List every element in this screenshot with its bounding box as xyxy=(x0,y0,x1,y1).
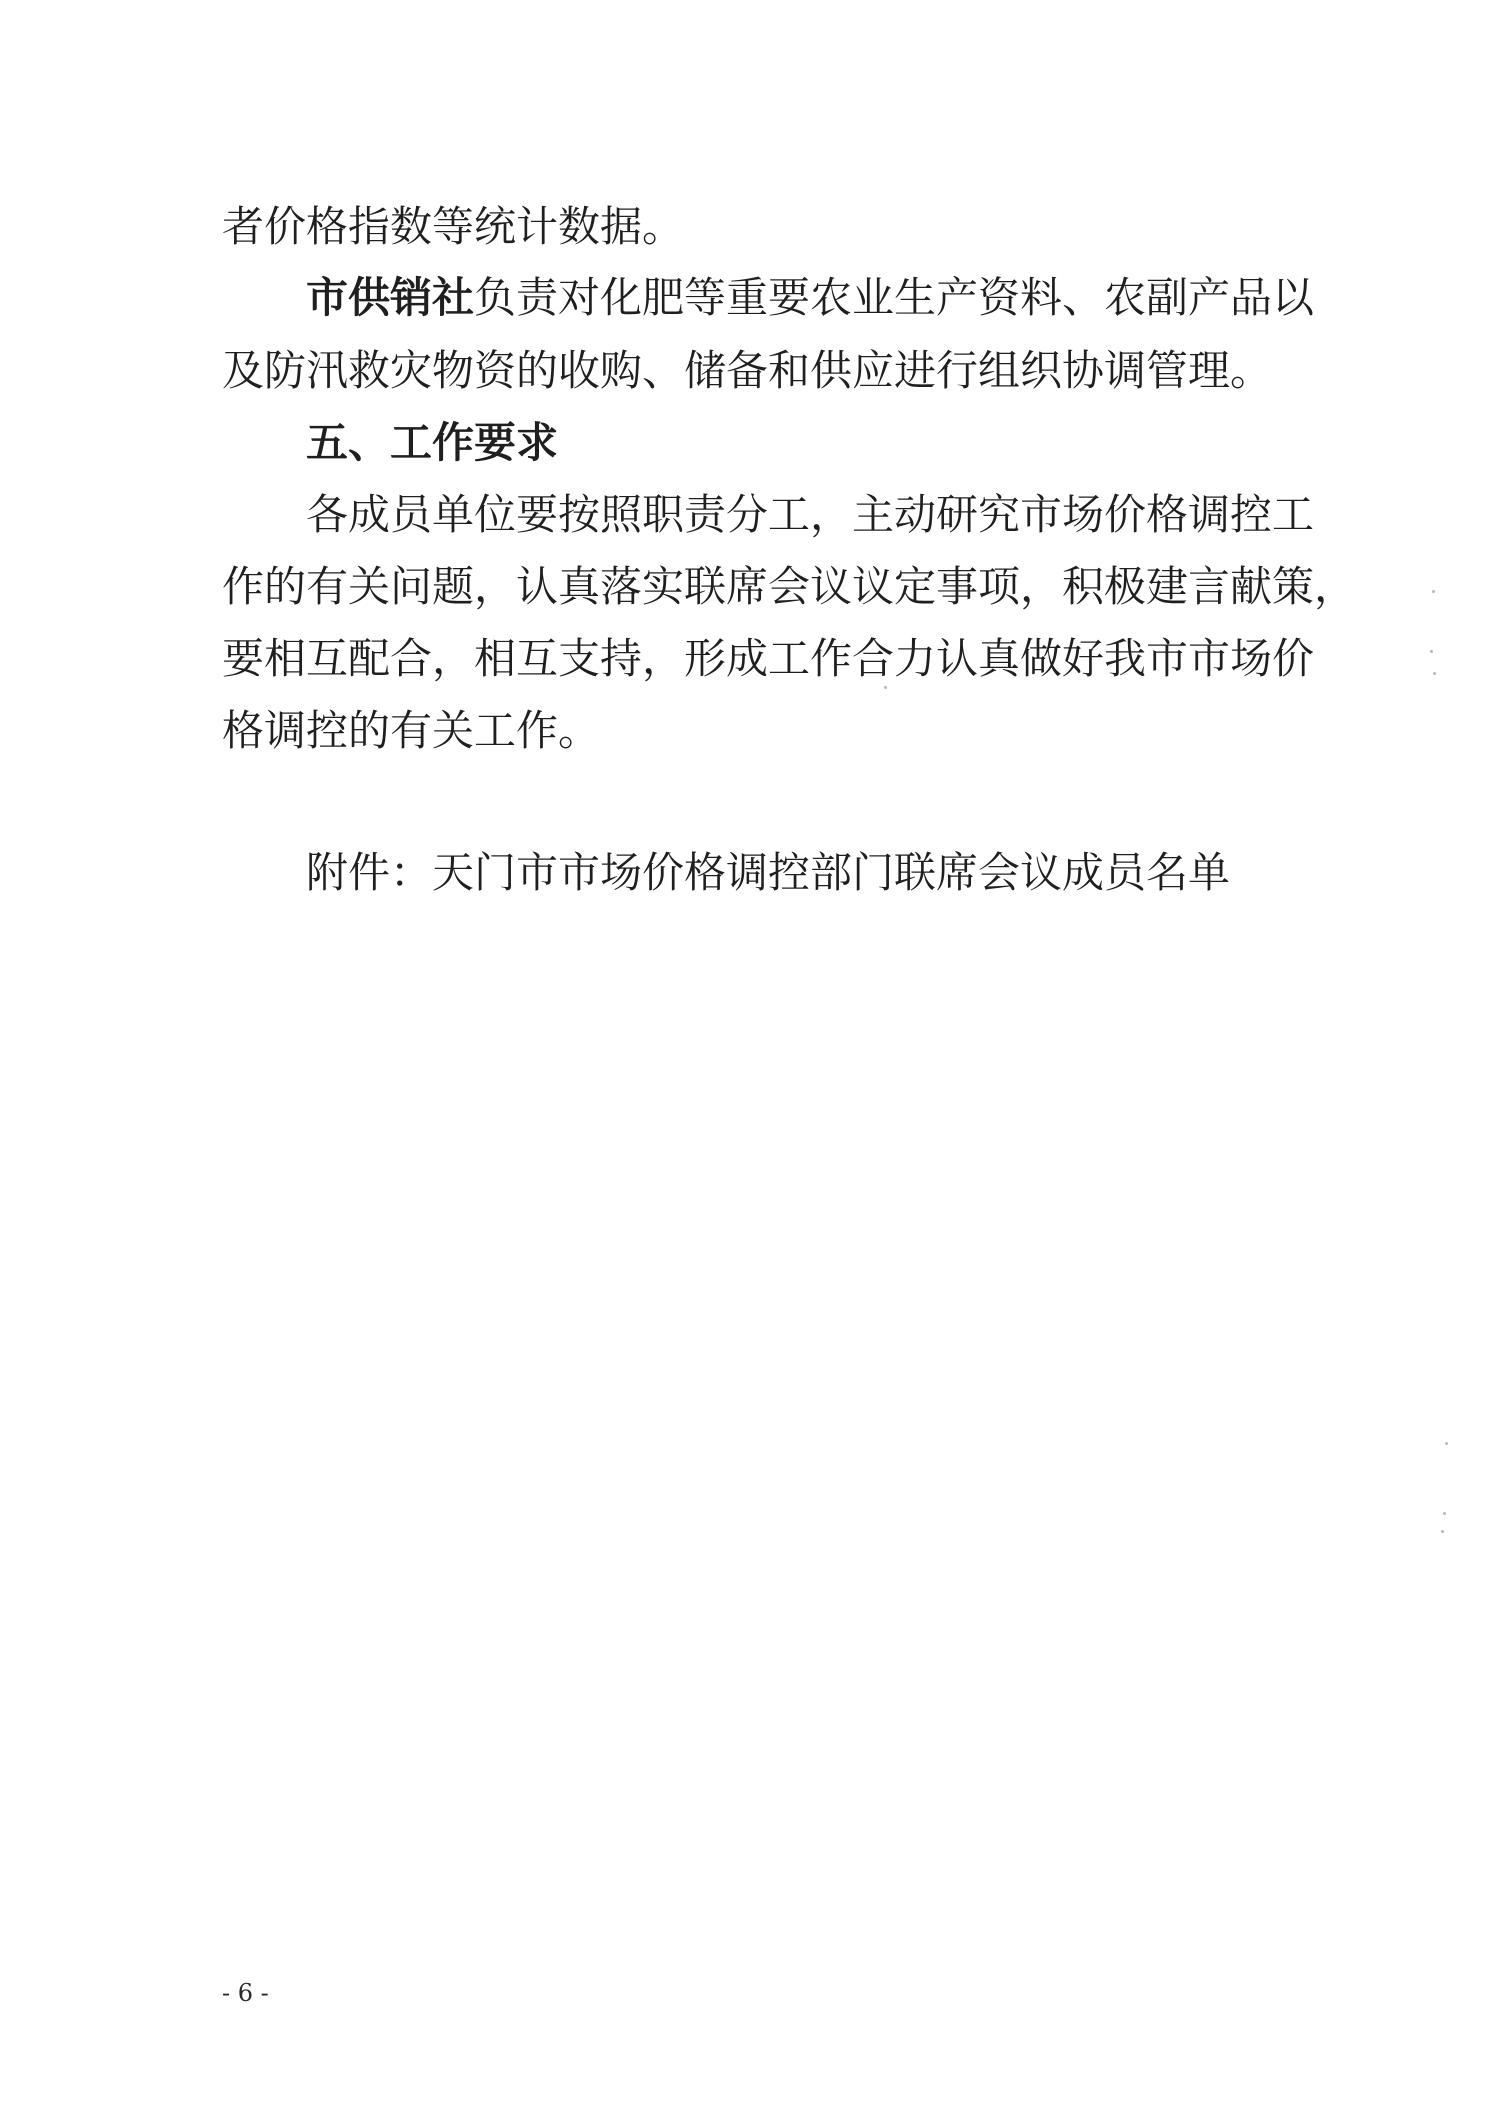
scan-speck xyxy=(1443,1512,1446,1515)
text-line-7: 格调控的有关工作。 xyxy=(222,706,601,755)
scan-speck xyxy=(1433,672,1436,675)
text-line-2-rest: 负责对化肥等重要农业生产资料、农副产品以 xyxy=(474,273,1315,322)
text-line-3: 及防汛救灾物资的收购、储备和供应进行组织协调管理。 xyxy=(222,346,1273,395)
scan-speck xyxy=(1430,650,1433,653)
scan-speck xyxy=(1441,1530,1444,1533)
section-heading: 五、工作要求 xyxy=(306,418,559,467)
attachment-line: 附件：天门市市场价格调控部门联席会议成员名单 xyxy=(306,848,1231,897)
org-name-bold: 市供销社 xyxy=(306,273,475,322)
scan-speck xyxy=(1445,1442,1448,1445)
page-number: - 6 - xyxy=(222,1979,269,2007)
text-line-2 xyxy=(306,273,1314,323)
scan-speck xyxy=(884,686,887,689)
text-line-5: 作的有关问题，认真落实联席会议议定事项，积极建言献策， xyxy=(222,562,1357,611)
text-line-6: 要相互配合，相互支持，形成工作合力认真做好我市市场价 xyxy=(222,634,1315,683)
text-line-4: 各成员单位要按照职责分工，主动研究市场价格调控工 xyxy=(306,490,1315,539)
text-line-1: 者价格指数等统计数据。 xyxy=(222,202,685,251)
scan-speck xyxy=(1432,590,1435,593)
